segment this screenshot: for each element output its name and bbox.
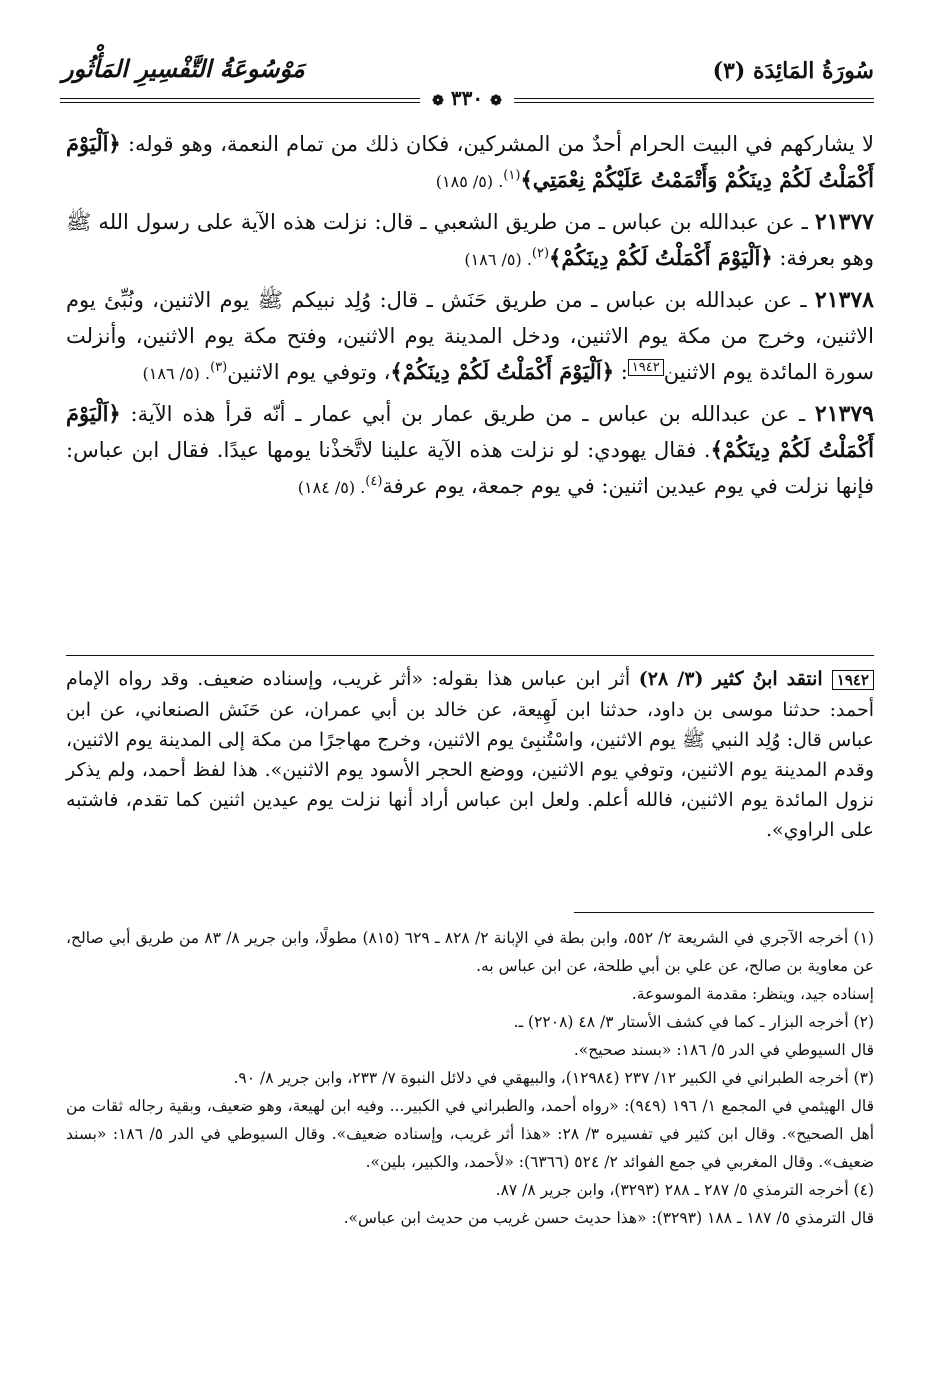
quran-quote: ﴿اَلْيَوْمَ أَكْمَلْتُ لَكُمْ دِينَكُمْ﴾ [549, 245, 773, 270]
footnotes [66, 924, 874, 1232]
narration-number: ٢١٣٧٨ [814, 287, 874, 313]
footnote-1: (١) أخرجه الآجري في الشريعة ٢/ ٥٥٢، وابن بطة في الإبانة ٢/ ٨٢٨ ـ ٦٢٩ (٨١٥) مطولًا، وابن جرير ٨/ ٨٣ من طريق أبي صالح، عن معاوية بن صالح، عن علي بن أبي طلحة، عن ابن عباس به. [66, 929, 874, 975]
footnote-marker[interactable]: (١) [503, 168, 521, 183]
footnote-2-grade: قال السيوطي في الدر ٥/ ١٨٦: «بسند صحيح». [573, 1041, 874, 1059]
footnote-2: (٢) أخرجه البزار ـ كما في كشف الأستار ٣/ ٤٨ (٢٢٠٨) ـ. [513, 1013, 874, 1031]
commentary-lead: انتقد ابنُ كثير (٣/ ٢٨) [638, 668, 832, 690]
page-header [60, 52, 874, 108]
quran-quote: ﴿اَلْيَوْمَ أَكْمَلْتُ لَكُمْ دِينَكُمْ﴾ [390, 359, 615, 384]
narration-number: ٢١٣٧٧ [814, 209, 874, 235]
commentary-marker[interactable]: ١٩٤٢ [628, 359, 664, 376]
footnote-marker[interactable]: (٣) [210, 360, 228, 375]
commentary-divider [66, 655, 874, 656]
quran-quote: ﴿اَلْيَوْمَ أَكْمَلْتُ لَكُمْ دِينَكُمْ﴾ [66, 401, 874, 462]
commentary-1942 [66, 664, 874, 845]
narration-21377: ٢١٣٧٧ ـ عن عبدالله بن عباس ـ من طريق الشعبي ـ قال: نزلت هذه الآية على رسول الله ﷺ وهو بعرفة: ﴿اَلْيَوْمَ أَكْمَلْتُ لَكُمْ دِينَكُمْ﴾$^{(٢)}$. (٥/ ١٨٦) [66, 209, 874, 270]
surah-title: سُورَةُ المَائِدَة (٣) [712, 58, 874, 84]
footnote-3: (٣) أخرجه الطبراني في الكبير ١٢/ ٢٣٧ (١٢٩٨٤)، والبيهقي في دلائل النبوة ٧/ ٢٣٣، وابن جرير ٨/ ٩٠. [233, 1069, 874, 1087]
quran-quote: ﴿اَلْيَوْمَ أَكْمَلْتُ لَكُمْ دِينَكُمْ وَأَتْمَمْتُ عَلَيْكُمْ نِعْمَتِي﴾ [66, 131, 874, 192]
commentary-number: ١٩٤٢ [832, 670, 874, 690]
commentary-section [66, 664, 874, 845]
source-reference: . (٥/ ١٨٤) [297, 478, 366, 497]
main-text [66, 126, 874, 510]
source-reference: . (٥/ ١٨٦) [142, 364, 211, 383]
narration-21378: ٢١٣٧٨ ـ عن عبدالله بن عباس ـ من طريق حَنَش ـ قال: وُلِد نبيكم ﷺ يوم الاثنين، ونُبِّئ يوم الاثنين، وخرج من مكة يوم الاثنين، ودخل المدينة يوم الاثنين، وفتح مكة يوم الاثنين، وأنزلت سورة المائدة يوم الاثنين$^{١٩٤٢}$: ﴿اَلْيَوْمَ أَكْمَلْتُ لَكُمْ دِينَكُمْ﴾، وتوفي يوم الاثنين$^{(٣)}$. (٥/ ١٨٦) [66, 287, 874, 384]
footnote-4-grade: قال الترمذي ٥/ ١٨٧ ـ ١٨٨ (٣٢٩٣): «هذا حديث حسن غريب من حديث ابن عباس». [343, 1209, 874, 1227]
footnote-4: (٤) أخرجه الترمذي ٥/ ٢٨٧ ـ ٢٨٨ (٣٢٩٣)، وابن جرير ٨/ ٨٧. [495, 1181, 874, 1199]
footnotes-divider [574, 912, 874, 913]
source-reference: . (٥/ ١٨٥) [435, 172, 504, 191]
narration-number: ٢١٣٧٩ [814, 401, 874, 427]
page-number-group [420, 86, 514, 110]
footnote-marker[interactable]: (٤) [365, 474, 383, 489]
narration-21379: ٢١٣٧٩ ـ عن عبدالله بن عباس ـ من طريق عمار بن أبي عمار ـ أنّه قرأ هذه الآية: ﴿اَلْيَوْمَ أَكْمَلْتُ لَكُمْ دِينَكُمْ﴾. فقال يهودي: لو نزلت هذه الآية علينا لاتَّخذْنا يومها عيدًا. فقال ابن عباس: فإنها نزلت في يوم عيدين اثنين: في يوم جمعة، يوم عرفة$^{(٤)}$. (٥/ ١٨٤) [66, 401, 874, 498]
ornament-icon: ❁ [490, 93, 502, 109]
footnote-3-grade: قال الهيثمي في المجمع ١/ ١٩٦ (٩٤٩): «رواه أحمد، والطبراني في الكبير... وفيه ابن لهيعة، وهو ضعيف، وبقية رجاله ثقات من أهل الصحيح». وقال ابن كثير في تفسيره ٣/ ٢٨: «هذا أثر غريب، وإسناده ضعيف». وقال السيوطي في الدر ٥/ ١٨٦: «بسند ضعيف». وقال المغربي في جمع الفوائد ٢/ ٥٢٤ (٦٣٦٦): «لأحمد، والكبير، بلين». [66, 1097, 875, 1171]
paragraph-continuation: لا يشاركهم في البيت الحرام أحدٌ من المشركين، فكان ذلك من تمام النعمة، وهو قوله: ﴿اَلْيَوْمَ أَكْمَلْتُ لَكُمْ دِينَكُمْ وَأَتْمَمْتُ عَلَيْكُمْ نِعْمَتِي﴾$^{(١)}$. (٥/ ١٨٥) [66, 131, 874, 192]
book-title: مَوْسُوعَةُ التَّفْسِيرِ المَأْثُور [62, 54, 305, 83]
footnote-1-grade: إسناده جيد، وينظر: مقدمة الموسوعة. [631, 985, 874, 1003]
source-reference: . (٥/ ١٨٦) [464, 250, 532, 269]
commentary-text: أثر ابن عباس هذا بقوله: «أثر غريب، وإسناده ضعيف. وقد رواه الإمام أحمد: حدثنا موسى بن داود، حدثنا ابن لَهِيعة، عن خالد بن أبي عمران، عن حَنَش الصنعاني، عن ابن عباس قال: وُلِد النبي ﷺ يوم الاثنين، واسْتُنبِئ يوم الاثنين، وخرج مهاجرًا من مكة إلى المدينة يوم الاثنين، وقدم المدينة يوم الاثنين، وتوفي يوم الاثنين، ووضع الحجر الأسود يوم الاثنين». هذا لفظ أحمد، ولم يذكر نزول المائدة يوم الاثنين، فالله أعلم. ولعل ابن عباس أراد أنها نزلت يوم عيدين اثنين كما تقدم، فاشتبه على الراوي». [66, 668, 874, 841]
ornament-icon: ❁ [432, 93, 444, 109]
page-number: ٣٣٠ [450, 86, 484, 110]
footnote-marker[interactable]: (٢) [531, 246, 550, 261]
